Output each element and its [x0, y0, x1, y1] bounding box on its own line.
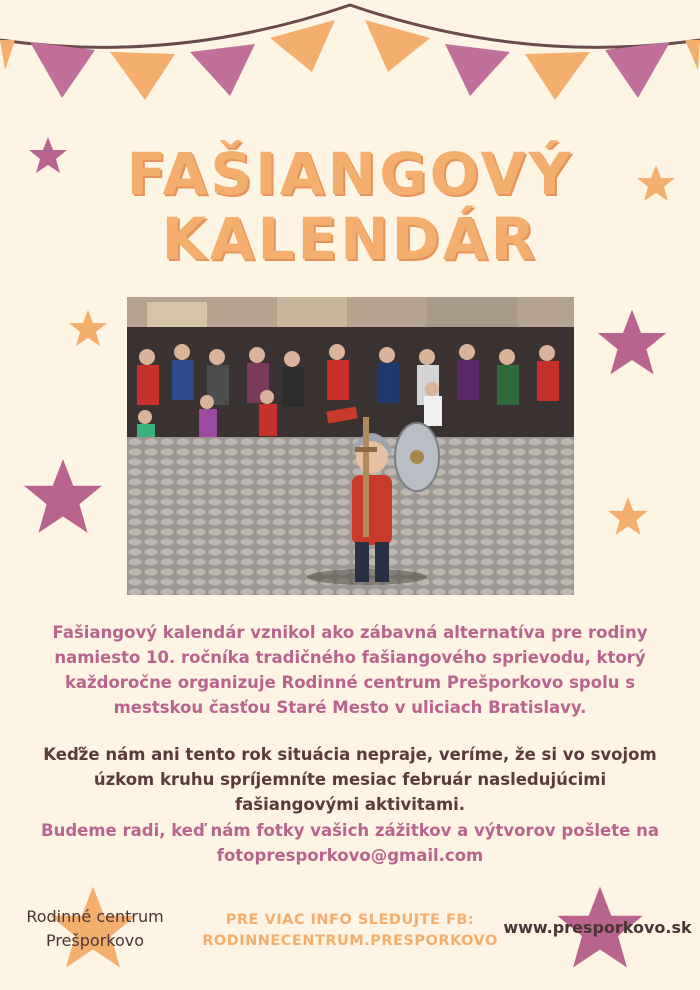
organization-line1: Rodinné centrum: [26, 907, 164, 926]
bunting-flag: [0, 40, 15, 70]
star-icon: [68, 308, 108, 348]
bunting-flag: [445, 44, 510, 96]
bunting-flag: [190, 44, 255, 96]
page-title-line1: FAŠIANGOVÝ: [126, 140, 574, 208]
bunting-flag: [110, 52, 175, 100]
bunting-flag: [685, 40, 700, 70]
bunting-garland: [0, 0, 700, 120]
facebook-info: [195, 910, 505, 952]
page-title-line2: KALENDÁR: [161, 205, 539, 273]
star-icon: [596, 306, 668, 378]
star-icon: [22, 455, 104, 537]
event-photo: [127, 297, 574, 595]
star-icon: [607, 495, 649, 537]
facebook-page-link[interactable]: RODINNECENTRUM.PRESPORKOVO: [202, 933, 498, 949]
organization-name: [20, 905, 170, 953]
bunting-flag: [30, 42, 95, 98]
carnival-child-knight-photo: [127, 297, 574, 595]
intro-paragraph: Fašiangový kalendár vznikol ako zábavná alternatíva pre rodiny namiesto 10. ročníka tradičného fašiangového sprievodu, ktorý každoročne organizuje Rodinné centrum Prešporkovo spolu s mestskou časťou Staré Mesto v uliciach Bratislavy.: [52, 623, 648, 717]
bunting-flag: [525, 52, 590, 100]
photos-request-paragraph: Budeme radi, keď nám fotky vašich zážitkov a výtvorov pošlete na fotopresporkovo@gmail.com: [41, 821, 659, 865]
bunting-flag: [365, 20, 430, 72]
facebook-info-line1: PRE VIAC INFO SLEDUJTE FB:: [225, 912, 475, 928]
situation-paragraph: Keďže nám ani tento rok situácia nepraje, veríme, že si vo svojom úzkom kruhu spríjemníte mesiac február nasledujúcimi fašiangovými aktivitami.: [43, 745, 657, 814]
organization-line2: Prešporkovo: [45, 931, 145, 950]
bunting-flag: [605, 42, 670, 98]
bunting-flag: [270, 20, 335, 72]
website-link[interactable]: www.presporkovo.sk: [503, 918, 692, 937]
